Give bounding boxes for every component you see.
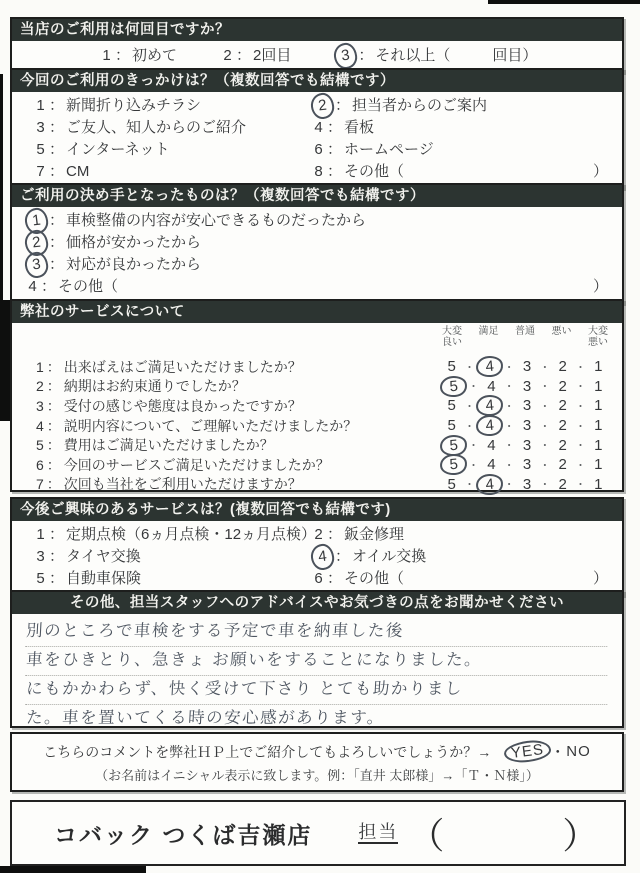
option-number: 1 — [102, 47, 111, 64]
rating-4: 4 — [475, 355, 504, 378]
rating-5: 5 — [447, 358, 456, 376]
colon: ： — [49, 212, 65, 229]
dot: ・ — [539, 381, 551, 394]
option-number: 8 — [314, 163, 323, 180]
section-hp-consent — [10, 732, 624, 792]
option-label: 担当者からのご案内 — [352, 97, 488, 114]
option-flyer — [34, 95, 312, 117]
question-number: 2 — [36, 378, 44, 395]
rating-1: 1 — [594, 456, 603, 474]
rating-2: 2 — [558, 436, 567, 454]
question-number: 3 — [36, 397, 44, 414]
rating-5: 5 — [439, 375, 468, 398]
rating-3: 3 — [522, 456, 532, 474]
colon: ： — [49, 163, 65, 180]
option-number: 3 — [24, 251, 50, 280]
rating-2: 2 — [558, 397, 567, 415]
option-label: 定期点検（6ヵ月点検・12ヵ月点検） — [66, 526, 317, 543]
colon: ： — [49, 570, 65, 587]
colon: ： — [327, 141, 343, 158]
option-label: 価格が安かったから — [66, 234, 202, 251]
colon: ： — [46, 378, 61, 395]
section-future-services — [10, 497, 624, 596]
option-number: 3 — [36, 548, 45, 565]
option-more-visits — [335, 45, 537, 67]
rating-3: 3 — [522, 475, 532, 493]
option-car-insurance — [34, 568, 312, 590]
option-homepage — [312, 139, 614, 161]
consent-yes: YES — [503, 738, 552, 765]
section-decision-factors — [10, 183, 624, 304]
decision-options — [12, 207, 622, 302]
dot: ・ — [503, 361, 515, 374]
rating-3: 3 — [522, 417, 532, 435]
rating-2: 2 — [558, 417, 567, 435]
close-paren: ） — [592, 278, 608, 295]
question-number: 6 — [36, 456, 44, 473]
rating-scale — [440, 415, 610, 436]
option-number: 3 — [36, 119, 45, 136]
option-label: その他（ — [344, 570, 405, 587]
rating-4: 4 — [487, 436, 496, 454]
section-decision-title: ご利用の決め手となったものは？（複数回答でも結構です） — [12, 185, 622, 207]
staff-label: 担当 — [358, 822, 399, 842]
option-number: 7 — [36, 163, 45, 180]
dot: ・ — [574, 381, 586, 394]
option-number: 2 — [223, 47, 232, 64]
close-paren: ） — [592, 570, 608, 587]
scale-header-satisfied: 満足 — [478, 326, 499, 337]
section-future-title: 今後ご興味のあるサービスは？(複数回答でも結構です) — [12, 499, 622, 521]
option-label: 対応が良かったから — [66, 256, 202, 273]
rating-row-return — [12, 475, 622, 495]
section-service-ratings — [10, 299, 624, 492]
colon: ： — [49, 97, 65, 114]
colon: ： — [49, 234, 65, 251]
option-label: 2回目 — [253, 47, 292, 64]
option-number: 6 — [314, 570, 323, 587]
colon: ： — [49, 526, 65, 543]
rating-5: 5 — [447, 397, 456, 415]
dot: ・ — [464, 420, 476, 433]
footer-shop-box — [10, 800, 626, 866]
dot: ・ — [574, 479, 586, 492]
option-label: それ以上（ — [375, 47, 451, 64]
rating-scale — [440, 356, 610, 377]
rating-scale — [440, 454, 610, 475]
option-number: 4 — [314, 119, 323, 136]
option-tire-change — [34, 546, 312, 568]
question-label: 費用はご満足いただけましたか？ — [63, 437, 274, 454]
section-comments-title: その他、担当スタッフへのアドバイスやお気づきの点をお聞かせください — [12, 592, 622, 614]
rating-4: 4 — [475, 414, 504, 437]
option-number: 2 — [314, 526, 323, 543]
scale-header-normal: 普通 — [515, 326, 535, 337]
rating-4: 4 — [475, 473, 504, 496]
option-number: 5 — [36, 141, 45, 158]
rating-2: 2 — [558, 456, 567, 474]
rating-1: 1 — [594, 475, 603, 493]
option-internet — [34, 139, 312, 161]
rating-2: 2 — [558, 377, 567, 395]
handwritten-line: た。車を置いてくる時の安心感があります。 — [25, 705, 609, 734]
colon: ： — [327, 163, 343, 180]
option-label: 看板 — [344, 119, 375, 136]
colon: ： — [236, 47, 252, 64]
future-service-options — [12, 521, 622, 594]
option-number: 6 — [314, 141, 323, 158]
question-number: 5 — [36, 437, 44, 454]
option-second-visit — [221, 45, 291, 67]
handwritten-line: にもかかわらず、快く受けて下さり とても助かりまし — [25, 676, 609, 705]
colon: ： — [41, 278, 57, 295]
option-number: 1 — [36, 526, 45, 543]
option-number: 5 — [36, 570, 45, 587]
colon: ： — [46, 437, 61, 454]
rating-row-reception — [12, 396, 622, 416]
option-number: 2 — [310, 92, 336, 121]
colon: ： — [46, 456, 61, 473]
question-label: 次回も当社をご利用いただけますか？ — [63, 476, 302, 493]
rating-4: 4 — [487, 456, 496, 474]
close-paren: ） — [592, 163, 608, 180]
dot: ・ — [468, 440, 480, 453]
question-number: 1 — [36, 358, 44, 375]
visit-count-options — [12, 41, 622, 71]
rating-3: 3 — [522, 436, 532, 454]
handwritten-line: 車をひきとり、急きょ お願いをすることになりました。 — [25, 647, 609, 676]
service-rating-rows — [12, 357, 622, 494]
option-good-service — [26, 254, 614, 276]
dot: ・ — [468, 381, 480, 394]
rating-1: 1 — [594, 397, 603, 415]
option-label: 自動車保険 — [66, 570, 142, 587]
question-label: 受付の感じや態度は良かったですか？ — [63, 397, 302, 414]
scale-header-very-bad: 大変悪い — [588, 326, 608, 348]
colon: ： — [49, 256, 65, 273]
colon: ： — [49, 548, 65, 565]
dot: ・ — [503, 400, 515, 413]
rating-1: 1 — [594, 417, 603, 435]
rating-row-cost — [12, 435, 622, 455]
scan-artifact-top — [488, 0, 640, 4]
scale-header-very-good: 大変良い — [442, 326, 462, 348]
rating-scale-headers — [440, 326, 610, 348]
colon: ： — [327, 570, 343, 587]
option-label: 新聞折り込みチラシ — [66, 97, 202, 114]
option-label: 鈑金修理 — [344, 526, 405, 543]
rating-3: 3 — [522, 377, 532, 395]
option-other — [312, 161, 614, 183]
option-other — [312, 568, 614, 590]
question-label: 出来ばえはご満足いただけましたか？ — [63, 358, 302, 375]
rating-row-finish — [12, 357, 622, 377]
dot: ・ — [574, 420, 586, 433]
section-referral-title: 今回のご利用のきっかけは？（複数回答でも結構です） — [12, 70, 622, 92]
dot: ・ — [503, 459, 515, 472]
scale-header-bad: 悪い — [551, 326, 572, 337]
colon: ： — [46, 358, 61, 375]
question-label: 納期はお約束通りでしたか？ — [63, 378, 246, 395]
option-label: 初めて — [132, 47, 178, 64]
scan-artifact-left-thin — [0, 74, 3, 302]
option-label: タイヤ交換 — [66, 548, 141, 565]
colon: ： — [46, 397, 61, 414]
consent-question-row — [12, 741, 622, 762]
option-low-price — [26, 232, 614, 254]
rating-row-explanation — [12, 416, 622, 436]
dot: ・ — [539, 440, 551, 453]
shop-name: コバック つくば吉瀬店 — [54, 821, 313, 848]
dot: ・ — [503, 440, 515, 453]
rating-1: 1 — [594, 358, 603, 376]
dot: ・ — [503, 381, 515, 394]
rating-5: 5 — [439, 453, 468, 476]
handwritten-line: 別のところで車検をする予定で車を納車した後 — [25, 618, 609, 647]
rating-1: 1 — [594, 377, 603, 395]
dot: ・ — [503, 479, 515, 492]
question-number: 7 — [36, 476, 44, 493]
dot: ・ — [464, 400, 476, 413]
option-label: CM — [66, 163, 90, 180]
section-comments — [10, 590, 624, 728]
question-label: 説明内容について、ご理解いただけましたか？ — [63, 417, 358, 434]
rating-row-delivery — [12, 377, 622, 397]
consent-no: NO — [566, 743, 591, 760]
question-label: 今回のサービスご満足いただけましたか？ — [63, 456, 330, 473]
rating-4: 4 — [475, 394, 504, 417]
colon: ： — [335, 548, 351, 565]
handwritten-comment — [12, 614, 622, 734]
dot: ・ — [539, 400, 551, 413]
dot: ・ — [574, 400, 586, 413]
rating-3: 3 — [522, 358, 532, 376]
section-visit-count — [10, 17, 624, 73]
dot: ・ — [539, 361, 551, 374]
rating-scale — [440, 395, 610, 416]
referral-options — [12, 92, 622, 187]
colon: ： — [49, 141, 65, 158]
rating-4: 4 — [487, 377, 496, 395]
colon: ： — [46, 417, 61, 434]
option-label: 車検整備の内容が安心できるものだったから — [66, 212, 367, 229]
rating-2: 2 — [558, 358, 567, 376]
option-number: 4 — [28, 278, 37, 295]
option-first-visit — [100, 45, 177, 67]
rating-5: 5 — [447, 475, 456, 493]
option-staff-referral — [312, 95, 614, 117]
option-label: ホームページ — [344, 141, 434, 158]
section-referral-source — [10, 68, 624, 189]
staff-close-paren: ） — [562, 814, 599, 856]
dot: ・ — [464, 479, 476, 492]
option-other — [26, 276, 614, 298]
colon: ： — [358, 47, 374, 64]
colon: ： — [49, 119, 65, 136]
dot: ・ — [574, 440, 586, 453]
option-number: 4 — [310, 543, 336, 572]
option-label-suffix: 回目） — [492, 47, 538, 64]
rating-1: 1 — [594, 436, 603, 454]
option-periodic-inspection — [34, 524, 317, 546]
rating-scale — [440, 376, 610, 397]
dot: ・ — [468, 459, 480, 472]
consent-note: （お名前はイニシャル表示に致します。例：「直井 太郎様」→「Ｔ・Ｎ様」） — [95, 768, 539, 783]
option-cm — [34, 161, 312, 183]
section-service-title: 弊社のサービスについて — [12, 301, 622, 323]
rating-5: 5 — [447, 417, 456, 435]
option-number: 2 — [24, 229, 50, 258]
consent-question: こちらのコメントを弊社ＨＰ上でご紹介してもよろしいでしょうか？→ — [43, 743, 492, 760]
dot: ・ — [550, 744, 567, 761]
dot: ・ — [503, 420, 515, 433]
dot: ・ — [464, 361, 476, 374]
rating-row-overall — [12, 455, 622, 475]
option-sheet-metal-repair — [312, 524, 614, 546]
colon: ： — [335, 97, 351, 114]
dot: ・ — [539, 459, 551, 472]
option-number: 1 — [36, 97, 45, 114]
scan-artifact-bottom — [0, 866, 146, 873]
option-inspection-trust — [26, 210, 614, 232]
option-label: オイル交換 — [352, 548, 427, 565]
option-number: 1 — [24, 207, 50, 236]
option-number: 3 — [333, 42, 359, 71]
consent-answers — [505, 741, 591, 762]
dot: ・ — [539, 420, 551, 433]
rating-5: 5 — [439, 434, 468, 457]
option-oil-change — [312, 546, 614, 568]
dot: ・ — [574, 459, 586, 472]
dot: ・ — [574, 361, 586, 374]
rating-scale — [440, 435, 610, 456]
option-label: その他（ — [344, 163, 405, 180]
option-label: ご友人、知人からのご紹介 — [66, 119, 247, 136]
dot: ・ — [539, 479, 551, 492]
section-visit-count-title: 当店のご利用は何回目ですか？ — [12, 19, 622, 41]
colon: ： — [115, 47, 131, 64]
option-label: インターネット — [66, 141, 170, 158]
option-signboard — [312, 117, 614, 139]
colon: ： — [327, 526, 343, 543]
rating-scale — [440, 474, 610, 495]
rating-2: 2 — [558, 475, 567, 493]
colon: ： — [327, 119, 343, 136]
rating-3: 3 — [522, 397, 532, 415]
option-label: その他（ — [58, 278, 119, 295]
question-number: 4 — [36, 417, 44, 434]
staff-open-paren: （ — [408, 814, 445, 856]
colon: ： — [46, 476, 61, 493]
option-friend-referral — [34, 117, 312, 139]
